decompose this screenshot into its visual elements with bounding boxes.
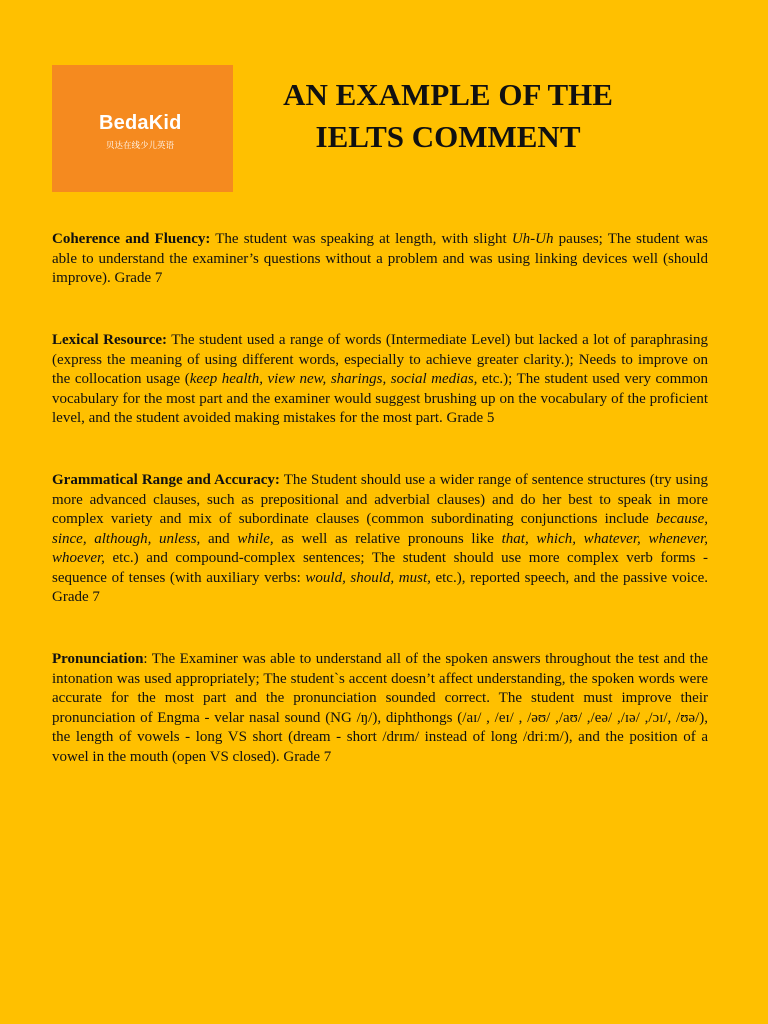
section-text: The student used a range of words (Intermediate Level) but lacked a lot of paraphrasing (express the meaning of using different words, especially to achieve greater clarity.); Needs to improve on the collocation usage ( bbox=[52, 332, 708, 387]
section-emphasis: while, bbox=[237, 530, 274, 547]
section-text: etc.); The student used very common vocabulary for the most part and the examiner would suggest brushing up on the vocabulary of the proficient level, and the student avoided making mistakes for the most part. Grade 5 bbox=[52, 371, 708, 426]
section-text: etc.) and compound-complex sentences; The student should use more complex verb forms - sequence of tenses (with auxiliary verbs: bbox=[52, 550, 708, 586]
section-emphasis: keep health, view new, sharings, social medias, bbox=[189, 371, 478, 387]
section-heading: Coherence and Fluency: bbox=[52, 231, 211, 247]
page-title bbox=[255, 74, 641, 158]
section-heading: Lexical Resource: bbox=[52, 332, 168, 348]
grammatical-range-section bbox=[52, 471, 708, 608]
bedakid-logo bbox=[52, 65, 233, 192]
section-emphasis: Uh-Uh bbox=[511, 231, 554, 247]
section-emphasis: because, since, although, unless, bbox=[52, 511, 708, 547]
section-text: : The Examiner was able to understand all of the spoken answers throughout the test and the intonation was used appropriately; The student`s accent doesn’t affect understanding, the spoken words were accurate for the most part and the pronunciation sounded correct. The student must improve their pronunciation of Engma - velar nasal sound (NG /ŋ/), diphthongs (/aɪ/ , /eɪ/ , /əʊ/ ,/aʊ/ ,/eə/ ,/ɪə/ ,/ɔɪ/, /ʊə/), the length of vowels - long VS short (dream - short /drɪm/ instead of long /driːm/), and the position of a vowel in the mouth (open VS closed). Grade 7 bbox=[52, 651, 708, 765]
section-text: pauses; The student was able to understand the examiner’s questions without a problem and was using linking devices well (should improve). Grade 7 bbox=[52, 231, 708, 286]
coherence-fluency-section bbox=[52, 230, 708, 289]
section-heading: Grammatical Range and Accuracy: bbox=[52, 472, 280, 488]
logo-wordmark: BedaKid bbox=[99, 112, 182, 134]
section-emphasis: would, should, must, bbox=[305, 569, 431, 586]
pronunciation-section bbox=[52, 650, 708, 767]
title-line-1: AN EXAMPLE OF THE bbox=[283, 77, 613, 112]
section-text: The student was speaking at length, with slight bbox=[210, 231, 512, 247]
logo-subtitle: 贝达在线少儿英语 bbox=[106, 141, 175, 151]
title-line-2: IELTS COMMENT bbox=[315, 119, 581, 154]
section-text: etc.), reported speech, and the passive voice. Grade 7 bbox=[52, 569, 708, 605]
section-heading: Pronunciation bbox=[52, 651, 144, 667]
section-text: The Student should use a wider range of sentence structures (try using more advanced clauses, such as prepositional and adverbial clauses) and do her best to speak in more complex variety and mix of subordinate clauses (common subordinating conjunctions include bbox=[52, 472, 708, 527]
section-emphasis: that, which, whatever, whenever, whoever, bbox=[52, 530, 709, 566]
section-text: as well as relative pronouns like bbox=[273, 530, 502, 547]
section-text: and bbox=[200, 530, 238, 547]
lexical-resource-section bbox=[52, 331, 708, 429]
